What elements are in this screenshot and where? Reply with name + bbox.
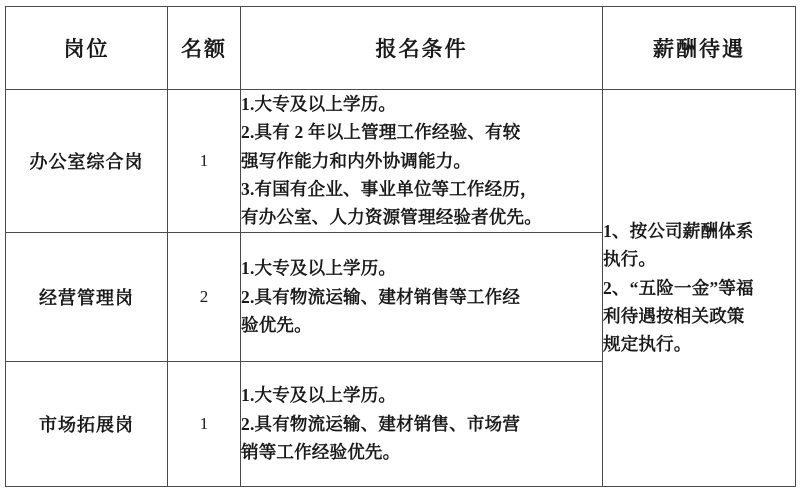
condition-line: 销等工作经验优先。 [241, 441, 401, 462]
post-conditions [241, 90, 603, 233]
pay-line: 2、“五险一金”等福 [603, 277, 754, 298]
header-post: 岗位 [6, 7, 168, 90]
condition-line: 2.具有物流运输、建材销售等工作经 [241, 286, 521, 307]
header-pay: 薪酬待遇 [603, 7, 796, 90]
post-quota: 2 [168, 232, 241, 361]
post-quota: 1 [168, 361, 241, 486]
pay-and-benefits [603, 90, 796, 487]
pay-line: 利待遇按相关政策 [603, 306, 745, 327]
header-conditions: 报名条件 [241, 7, 603, 90]
table-row [6, 90, 796, 233]
header-quota: 名额 [168, 7, 241, 90]
condition-line: 1.大专及以上学历。 [241, 258, 397, 279]
post-name: 办公室综合岗 [6, 90, 168, 233]
post-name: 经营管理岗 [6, 232, 168, 361]
condition-line: 验优先。 [241, 314, 312, 335]
condition-line: 强写作能力和内外协调能力。 [241, 150, 472, 171]
condition-line: 2.具有 2 年以上管理工作经验、有较 [241, 122, 521, 143]
pay-line: 1、按公司薪酬体系 [603, 221, 754, 241]
post-name: 市场拓展岗 [6, 361, 168, 486]
condition-line: 1.大专及以上学历。 [241, 94, 397, 114]
condition-line: 2.具有物流运输、建材销售、市场营 [241, 413, 521, 434]
table-header-row [6, 7, 796, 90]
condition-line: 1.大专及以上学历。 [241, 385, 397, 406]
pay-line: 规定执行。 [603, 334, 692, 355]
post-quota: 1 [168, 90, 241, 233]
condition-line: 3.有国有企业、事业单位等工作经历， [241, 179, 538, 200]
post-conditions [241, 361, 603, 486]
pay-line: 执行。 [603, 249, 657, 270]
document-page [0, 6, 800, 495]
condition-line: 有办公室、人力资源管理经验者优先。 [241, 207, 542, 228]
recruitment-table [5, 6, 796, 487]
post-conditions [241, 232, 603, 361]
